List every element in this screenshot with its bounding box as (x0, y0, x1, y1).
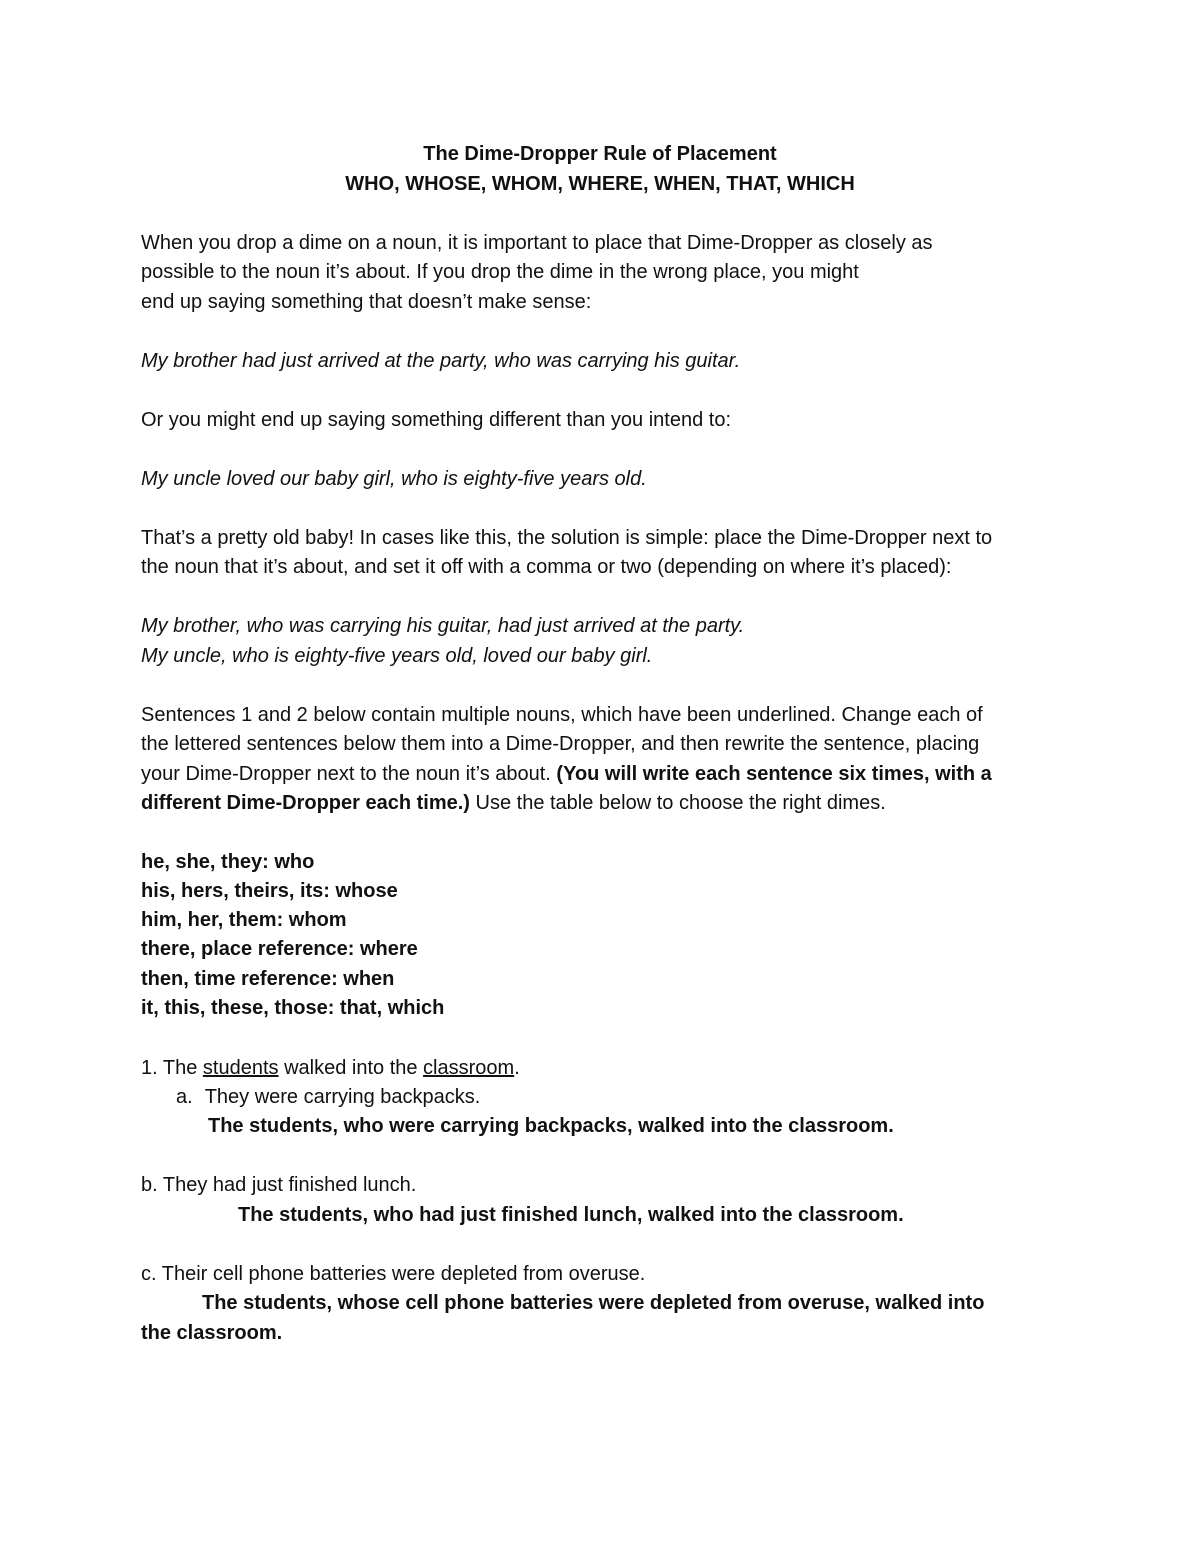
instructions-line-4-bold: different Dime-Dropper each time.) (141, 792, 470, 814)
dime-table-row: he, she, they: who (141, 851, 315, 873)
item-c-answer-line-1: The students, whose cell phone batteries were depleted from overuse, walked into (202, 1292, 985, 1314)
intro-line-1: When you drop a dime on a noun, it is important to place that Dime-Dropper as closely as (141, 232, 933, 254)
item-a-prompt-text: They were carrying backpacks. (204, 1086, 481, 1108)
fixed-example-2: My uncle, who is eighty-five years old, loved our baby girl. (141, 645, 653, 667)
sentence-1-middle: walked into the (278, 1057, 424, 1079)
item-b-prompt: b. They had just finished lunch. (141, 1174, 417, 1196)
dime-table-row: there, place reference: where (141, 938, 418, 960)
instructions-line-3 (141, 762, 992, 786)
intro-line-2: possible to the noun it’s about. If you drop the dime in the wrong place, you might (141, 261, 859, 283)
sentence-1-suffix: . (514, 1057, 520, 1079)
example-misplaced-2: My uncle loved our baby girl, who is eighty-five years old. (141, 468, 647, 490)
item-c-answer-line-2: the classroom. (141, 1322, 283, 1344)
item-c-prompt: c. Their cell phone batteries were depleted from overuse. (141, 1263, 646, 1285)
solution-line-2: the noun that it’s about, and set it off with a comma or two (depending on where it’s placed): (141, 556, 952, 578)
dime-table-row: it, this, these, those: that, which (141, 997, 445, 1019)
noun-students: students (202, 1057, 279, 1079)
item-a-label: a. (176, 1086, 193, 1108)
item-b-answer: The students, who had just finished lunch, walked into the classroom. (238, 1204, 904, 1226)
intro-line-3: end up saying something that doesn’t make sense: (141, 291, 592, 313)
instructions-line-3-plain: your Dime-Dropper next to the noun it’s about. (141, 763, 557, 785)
fixed-example-1: My brother, who was carrying his guitar, had just arrived at the party. (141, 615, 745, 637)
document-title: The Dime-Dropper Rule of Placement (423, 143, 777, 165)
instructions-line-4-plain: Use the table below to choose the right dimes. (469, 792, 886, 814)
item-a-answer: The students, who were carrying backpacks, walked into the classroom. (208, 1115, 894, 1137)
dime-table-row: him, her, them: whom (141, 909, 347, 931)
document-subtitle: WHO, WHOSE, WHOM, WHERE, WHEN, THAT, WHICH (345, 173, 855, 195)
instructions-line-4 (141, 791, 886, 815)
noun-classroom: classroom (423, 1057, 515, 1079)
solution-line-1: That’s a pretty old baby! In cases like this, the solution is simple: place the Dime-Dropper next to (141, 527, 993, 549)
sentence-1-prefix: 1. The (141, 1057, 203, 1079)
dime-table-row: his, hers, theirs, its: whose (141, 880, 398, 902)
dime-table-row: then, time reference: when (141, 968, 395, 990)
instructions-line-1: Sentences 1 and 2 below contain multiple nouns, which have been underlined. Change each of (141, 704, 983, 726)
instructions-line-3-bold: (You will write each sentence six times, with a (556, 763, 992, 785)
instructions-line-2: the lettered sentences below them into a Dime-Dropper, and then rewrite the sentence, placing (141, 733, 980, 755)
or-text: Or you might end up saying something different than you intend to: (141, 409, 731, 431)
item-a-prompt (176, 1085, 480, 1109)
sentence-1 (141, 1056, 520, 1080)
example-misplaced-1: My brother had just arrived at the party, who was carrying his guitar. (141, 350, 741, 372)
